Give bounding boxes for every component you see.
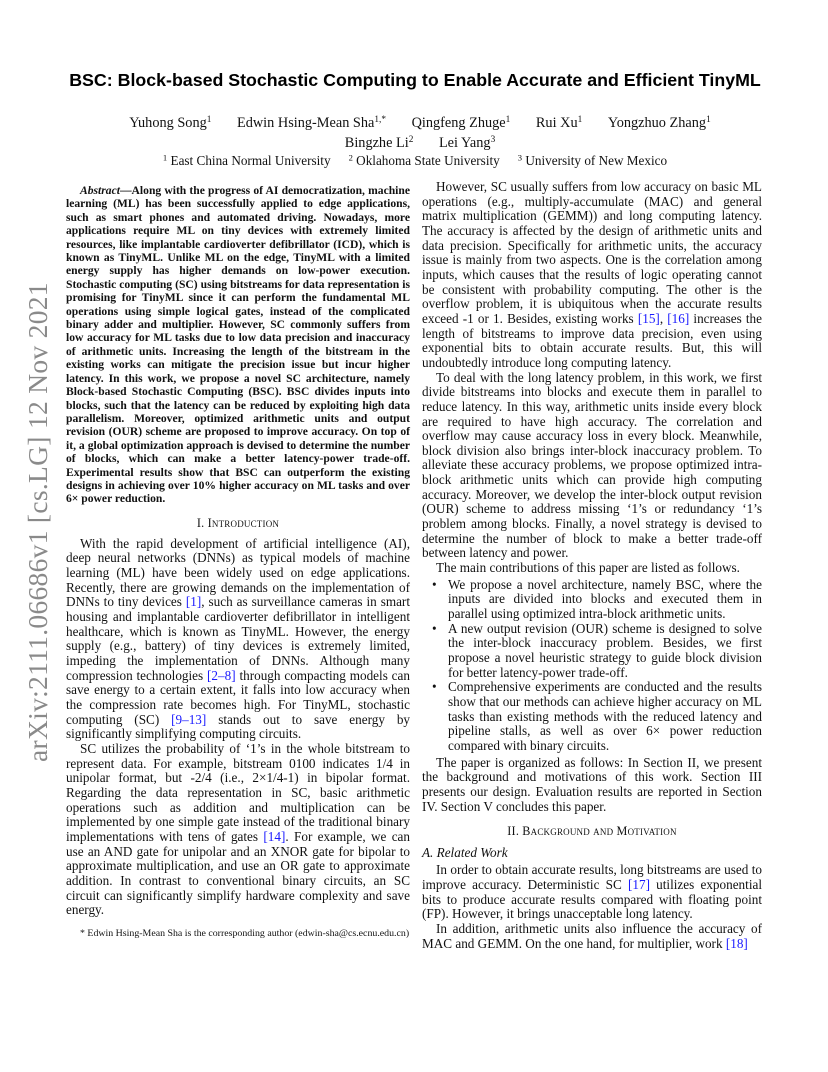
contribution-item: • A new output revision (OUR) scheme is designed to solve the inter-block inaccuracy problem. Besides, we first propose a novel heuristic strategy to guide block division for better latency-power trade-off. [422, 622, 762, 681]
related-work-paragraph-2 [422, 922, 762, 951]
text-run: stands out to save energy by significantly simplifying computing circuits. [66, 711, 411, 742]
author-list [80, 113, 760, 153]
affiliation-marker: 3 [517, 152, 523, 163]
affiliation-marker: 2 [348, 152, 353, 163]
text-run: , [659, 310, 668, 326]
affiliation-list [60, 153, 770, 169]
author-name: Yuhong Song$^1$ [129, 114, 212, 131]
right-column [422, 180, 762, 951]
citation-link[interactable]: [17] [627, 876, 650, 892]
abstract-label: Abstract [80, 184, 120, 197]
subsection-heading-related-work: A. Related Work [422, 845, 508, 861]
contribution-item: • Comprehensive experiments are conducted and the results show that our methods can achieve higher accuracy on ML tasks than existing methods with the reduced latency and pipeline stalls, as well as over 6× power reduction compared with binary circuits. [422, 680, 762, 753]
author-name: Lei Yang$^3$ [438, 134, 496, 151]
citation-link[interactable]: [1] [185, 594, 202, 610]
arxiv-identifier: arXiv:2111.06686v1 [cs.LG] 12 Nov 2021 [22, 282, 53, 762]
author-name: Edwin Hsing-Mean Sha$^{1,*}$ [236, 114, 386, 131]
citation-link[interactable]: [14] [263, 828, 286, 844]
text-run: . For example, we can use an AND gate for unipolar and an XNOR gate for bipolar to approximate multiplication, and use an OR gate to approximate addition. In contrast to conventional binary circuits, an SC circuit can significantly simplify hardware complexity and save energy. [66, 828, 411, 918]
affiliation-marker: 3 [490, 134, 496, 145]
section-heading-introduction: I. Introduction [196, 515, 280, 530]
affiliation-marker: 1 [706, 114, 711, 125]
affiliation: $^3$ University of New Mexico [517, 152, 668, 168]
contributions-intro: The main contributions of this paper are listed as follows. [436, 560, 740, 576]
citation-link[interactable]: [18] [725, 935, 748, 951]
text-run: through compacting models can save energy to a certain extent, it falls into low accuracy when the compression rate becomes high. For TinyML, stochastic computing (SC) [66, 667, 410, 727]
intro-paragraph-1 [66, 537, 410, 742]
author-name: Yongzhuo Zhang$^1$ [607, 114, 711, 131]
author-name: Qingfeng Zhuge$^1$ [411, 114, 511, 131]
citation-link[interactable]: [16] [667, 310, 690, 326]
text-run: increases the length of bitstreams to improve data precision, even using exponential bits to obtain accurate results. But, this will undoubtedly introduce long computing latency. [422, 310, 763, 370]
author-name: Bingzhe Li$^2$ [344, 134, 414, 151]
text-run: With the rapid development of artificial intelligence (AI), deep neural networks (DNNs) as typical models of machine learning (ML) have been widely used on edge applications. Recently, there are growing demands on the implementation of DNNs to tiny devices [66, 535, 410, 610]
right-paragraph-2 [422, 371, 762, 562]
affiliation-marker: 1 [206, 114, 212, 125]
text-run: However, SC usually suffers from low accuracy on basic ML operations (e.g., multiply-accumulate (MAC) and general matrix multiplication (GEMM)) and long computing latency. The accuracy is affected by the design of arithmetic units and data precision. Specifically for arithmetic units, the accuracy issue is mainly from two aspects. One is the correlation among inputs, which causes that the results of logic operating cannot be consistent with probability computing. The other is the overflow problem, it is ubiquitous when the accurate results exceed -1 or 1. Besides, existing works [422, 179, 762, 326]
text-run: In order to obtain accurate results, long bitstreams are used to improve accuracy. Deterministic SC [422, 862, 762, 892]
intro-paragraph-2 [66, 742, 410, 918]
contributions-list [422, 578, 762, 754]
section-heading-background: II. Background and Motivation [507, 824, 677, 839]
citation-link[interactable]: [9–13] [171, 711, 207, 727]
text-run: utilizes exponential bits to produce accurate results compared with floating point (FP). However, it brings unacceptable long latency. [422, 876, 762, 922]
affiliation: $^2$ Oklahoma State University [348, 152, 500, 168]
text-run: SC utilizes the probability of ‘1’s in the whole bitstream to represent data. For example, bitstream 0100 indicates 1/4 in unipolar format, but -2/4 (i.e., 2×1/4-1) in bipolar format. Regarding the data representation in SC, basic arithmetic operations such as addition and multiplication can be implemented by one simple gate instead of the traditional binary implementations with tens of gates [66, 740, 410, 844]
citation-link[interactable]: [2–8] [207, 667, 236, 683]
organization-paragraph: The paper is organized as follows: In Section II, we present the background and motivations of this work. Section III presents our design. Evaluation results are reported in Section IV. Section V concludes this paper. [422, 754, 762, 814]
affiliation: $^1$ East China Normal University [162, 152, 331, 168]
affiliation-marker: 1,* [374, 114, 386, 125]
citation-link[interactable]: [15] [637, 310, 660, 326]
affiliation-marker: 1 [162, 152, 168, 163]
affiliation-marker: 2 [408, 134, 414, 145]
affiliation-marker: 1 [577, 114, 583, 125]
abstract [66, 184, 410, 506]
right-paragraph-1 [422, 180, 762, 371]
paper-title: BSC: Block-based Stochastic Computing to Enable Accurate and Efficient TinyML [69, 70, 761, 90]
left-column [66, 180, 410, 918]
affiliation-marker: 1 [505, 114, 511, 125]
text-run: , such as surveillance cameras in smart housing and implantable cardioverter defibrillator in intelligent healthcare, which is known as TinyML. However, the energy supply (e.g., battery) of tiny devices is extremely limited, impeding the implementation of DNNs. Although many compression technologies [66, 594, 410, 683]
contribution-item: • We propose a novel architecture, namely BSC, where the inputs are divided into blocks and executed them in parallel using optimized intra-block arithmetic units. [422, 578, 762, 622]
related-work-paragraph-1 [422, 863, 762, 922]
abstract-text: —Along with the progress of AI democratization, machine learning (ML) has been successfully applied to edge applications, such as smart phones and automated driving. Nowadays, more applications require ML on tiny devices with extremely limited resources, like implantable cardioverter defibrillator (ICD), which is known as TinyML. Unlike ML on the edge, TinyML with a limited energy supply has higher demands on low-power execution. Stochastic computing (SC) using bitstreams for data representation is promising for TinyML since it can perform the fundamental ML operations using simple logical gates, instead of the complicated binary adder and multiplier. However, SC commonly suffers from low accuracy for ML tasks due to low data precision and inaccuracy of arithmetic units. Increasing the length of the bitstream in the existing works can mitigate the precision issue but incur higher latency. In this work, we propose a novel SC architecture, namely Block-based Stochastic Computing (BSC). BSC divides inputs into blocks, such that the latency can be reduced by exploiting high data parallelism. Moreover, optimized arithmetic units and output revision (OUR) scheme are proposed to improve accuracy. On top of it, a global optimization approach is devised to determine the number of blocks, which can make a better latency-power trade-off. Experimental results show that BSC can outperform the existing designs in achieving over 10% higher accuracy on ML tasks and over 6× power reduction. [66, 184, 410, 506]
corresponding-author-footnote: * Edwin Hsing-Mean Sha is the corresponding author (edwin-sha@cs.ecnu.edu.cn) [80, 928, 410, 939]
author-name: Rui Xu$^1$ [535, 114, 583, 131]
text-run: In addition, arithmetic units also influence the accuracy of MAC and GEMM. On the one hand, for multiplier, work [422, 920, 762, 951]
text-run: To deal with the long latency problem, in this work, we first divide bitstreams into blocks and execute them in parallel to reduce latency. In this way, arithmetic units inside every block are required to have high accuracy. The correlation and overflow may cause accuracy loss in every block. Meanwhile, block division also brings inter-block inaccuracy problem. To alleviate these accuracy problems, we propose optimized intra-block arithmetic units which can provide high computing accuracy. Moreover, we develop the inter-block output revision (OUR) scheme to address missing ‘1’s or redundancy ‘1’s problem among blocks. Finally, a novel strategy is devised to determine the number of block to make a better trade-off between latency and power. [422, 369, 762, 561]
